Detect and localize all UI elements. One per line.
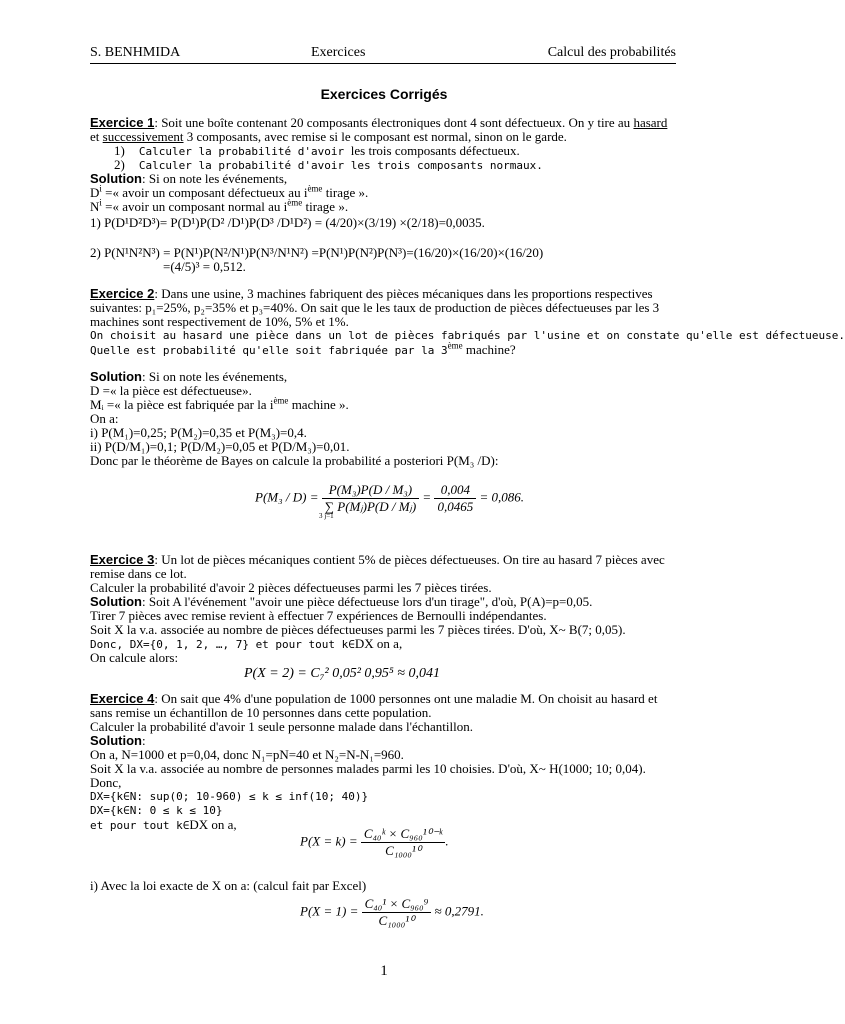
ex4-line5: Soit X la v.a. associée au nombre de personnes malades parmi les 10 choisies. D'où, X~ H(1000; 10; 0,04). bbox=[90, 761, 646, 776]
ex2-ona: On a: bbox=[90, 411, 119, 426]
ex4-exact-formula: P(X = 1) = $\frac{\text{C₄₀¹ × C₉₆₀⁹}}{\text{C₁₀₀₀¹⁰}}$ ≈ 0,2791. bbox=[300, 896, 484, 928]
ex2-line5: Quelle est probabilité qu'elle soit fabriquée par la 3ème machine? bbox=[90, 340, 516, 357]
ex4-line7: DX={k∈N: sup(0; 10-960) ≤ k ≤ inf(10; 40)} bbox=[90, 790, 369, 803]
ex2-def-m: Mᵢ =« la pièce est fabriquée par la $i^{ème}$ machine ». bbox=[90, 395, 349, 412]
ex4-line3: Calculer la probabilité d'avoir 1 seule personne malade dans l'échantillon. bbox=[90, 719, 473, 734]
ex4-line9: et pour tout k∈DX on a, bbox=[90, 817, 237, 832]
ex1-def-d: $D^i$ =« avoir un composant défectueux au $i^{ème}$ tirage ». bbox=[90, 183, 369, 200]
ex2-solution: Solution: Si on note les événements, bbox=[90, 369, 288, 384]
ex2-line2: suivantes: p₁=25%, p₂=35% et p₃=40%. On sait que le les taux de production de pièces défectueuses par les 3 bbox=[90, 300, 660, 315]
ex1-question1: 1) Calculer la probabilité d'avoir les trois composants défectueux. bbox=[114, 143, 520, 158]
ex1-solution: Solution: Si on note les événements, bbox=[90, 171, 288, 186]
ex4-line8: DX={k∈N: 0 ≤ k ≤ 10} bbox=[90, 804, 223, 817]
header-author: S. BENHMIDA bbox=[90, 45, 181, 60]
header-subject: Calcul des probabilités bbox=[547, 45, 676, 60]
ex1-line2: et successivement 3 composants, avec remise si le composant est normal, sinon on le garde. bbox=[90, 129, 567, 144]
ex1-line1: Exercice 1: Soit une boîte contenant 20 composants électroniques dont 4 sont défectueux. On y tire au hasard bbox=[90, 115, 668, 130]
ex3-solution-label: Solution bbox=[90, 594, 142, 609]
page-header bbox=[90, 45, 676, 61]
ex1-result2-cont: =(4/5)³ = 0,512. bbox=[163, 259, 246, 274]
ex4-hypergeometric-formula: P(X = k) = $\frac{\text{C₄₀ᵏ × C₉₆₀¹⁰⁻ᵏ}}{\text{C₁₀₀₀¹⁰}}$ . bbox=[300, 826, 449, 858]
ex3-line4: Solution: Soit A l'événement "avoir une pièce défectueuse lors d'un tirage", d'où, P(A)=p=0,05. bbox=[90, 594, 593, 609]
ex3-line6: Soit X la v.a. associée au nombre de pièces défectueuses parmi les 7 pièces tirées. D'où, X~ B(7; 0,05). bbox=[90, 622, 626, 637]
ex3-line1: Exercice 3: Un lot de pièces mécaniques contient 5% de pièces défectueuses. On tire au hasard 7 pièces avec bbox=[90, 552, 665, 567]
ex3-binomial-formula: P(X = 2) = C₇² 0,05² 0,95⁵ ≈ 0,041 bbox=[244, 666, 440, 681]
ex2-line4: On choisit au hasard une pièce dans un lot de pièces fabriqués par l'usine et on constate qu'elle est défectueuse. bbox=[90, 329, 845, 342]
ex1-label: Exercice 1 bbox=[90, 115, 155, 130]
ex4-line10: i) Avec la loi exacte de X on a: (calcul fait par Excel) bbox=[90, 878, 367, 893]
ex4-line2: sans remise un échantillon de 10 personnes dans cette population. bbox=[90, 705, 432, 720]
ex2-ii: ii) P(D/M₁)=0,1; P(D/M₂)=0,05 et P(D/M₃)=0,01. bbox=[90, 439, 350, 454]
ex2-i: i) P(M₁)=0,25; P(M₂)=0,35 et P(M₃)=0,4. bbox=[90, 425, 307, 440]
ex3-line7: Donc, DX={0, 1, 2, …, 7} et pour tout k∈DX on a, bbox=[90, 636, 403, 651]
page-title: Exercices Corrigés bbox=[320, 86, 448, 102]
ex1-result1: 1) P(D¹D²D³)= P(D¹)P(D² /D¹)P(D³ /D¹D²) = (4/20)×(3/19) ×(2/18)=0,0035. bbox=[90, 215, 485, 230]
header-rule bbox=[90, 63, 676, 64]
header-section: Exercices bbox=[311, 45, 366, 60]
ex2-bayes: Donc par le théorème de Bayes on calcule la probabilité a posteriori P(M₃ /D): bbox=[90, 453, 499, 468]
ex2-label: Exercice 2 bbox=[90, 286, 155, 301]
ex2-sum-bounds: 3 j=1 bbox=[319, 512, 334, 520]
ex1-question2: 2) Calculer la probabilité d'avoir les trois composants normaux. bbox=[114, 157, 543, 172]
ex2-bayes-formula: P(M₃ / D) = $\frac{\text{P(M₃)P(D / M₃)}}{\text{∑ P(Mⱼ)P(D / Mⱼ)}}$ = $\frac{0,004}{0,0465}$ = 0,086. bbox=[255, 482, 524, 514]
ex2-def-d: D =« la pièce est défectueuse». bbox=[90, 383, 252, 398]
ex4-label: Exercice 4 bbox=[90, 691, 155, 706]
ex4-line1: Exercice 4: On sait que 4% d'une population de 1000 personnes ont une maladie M. On choisit au hasard et bbox=[90, 691, 658, 706]
ex2-line1: Exercice 2: Dans une usine, 3 machines fabriquent des pièces mécaniques dans les proportions respectives bbox=[90, 286, 653, 301]
ex4-line4: On a, N=1000 et p=0,04, donc N₁=pN=40 et N₂=N-N₁=960. bbox=[90, 747, 404, 762]
ex1-def-n: $N^i$ =« avoir un composant normal au $i^{ème}$ tirage ». bbox=[90, 197, 349, 214]
ex3-label: Exercice 3 bbox=[90, 552, 155, 567]
ex4-line6: Donc, bbox=[90, 775, 122, 790]
ex2-line3: machines sont respectivement de 10%, 5% et 1%. bbox=[90, 314, 349, 329]
ex1-solution-label: Solution bbox=[90, 171, 142, 186]
ex4-solution-label: Solution bbox=[90, 733, 142, 748]
ex1-result2: 2) P(N¹N²N³) = P(N¹)P(N²/N¹)P(N³/N¹N²) =P(N¹)P(N²)P(N³)=(16/20)×(16/20)×(16/20) bbox=[90, 245, 544, 260]
ex3-line5: Tirer 7 pièces avec remise revient à effectuer 7 expériences de Bernoulli indépendantes. bbox=[90, 608, 547, 623]
ex2-solution-label: Solution bbox=[90, 369, 142, 384]
ex3-line2: remise dans ce lot. bbox=[90, 566, 187, 581]
ex3-line8: On calcule alors: bbox=[90, 650, 179, 665]
page-number: 1 bbox=[380, 963, 388, 979]
ex4-solution: Solution: bbox=[90, 733, 146, 748]
ex3-line3: Calculer la probabilité d'avoir 2 pièces défectueuses parmi les 7 pièces tirées. bbox=[90, 580, 492, 595]
